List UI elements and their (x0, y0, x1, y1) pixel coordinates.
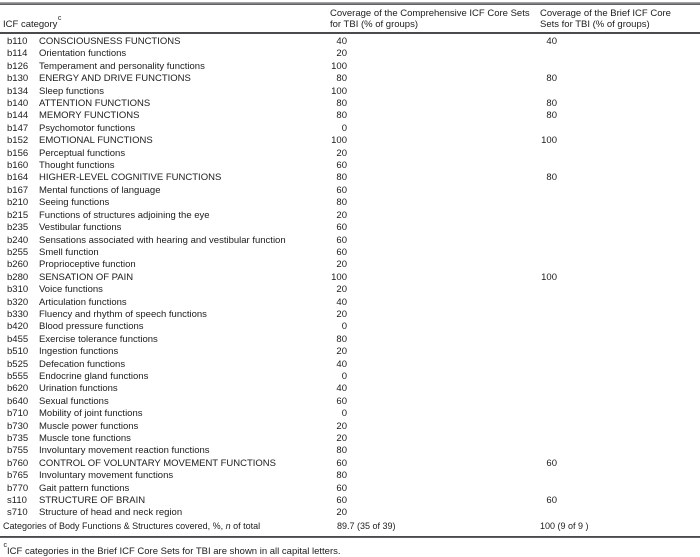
icf-category-label: Psychomotor functions (39, 122, 136, 134)
comprehensive-coverage-cell (330, 110, 540, 122)
comprehensive-value: 20 (336, 346, 347, 358)
icf-category-label: Sleep functions (39, 85, 104, 97)
comprehensive-value: 80 (336, 98, 347, 110)
footnote-marker: c (3, 541, 7, 549)
comprehensive-value: 80 (336, 172, 347, 184)
comprehensive-value: 40 (336, 296, 347, 308)
icf-code: b260 (7, 259, 29, 271)
comprehensive-coverage-cell (330, 396, 540, 408)
icf-code: b130 (7, 73, 29, 85)
icf-code: b735 (7, 433, 29, 444)
brief-coverage-cell (540, 495, 700, 507)
icf-category-label: Orientation functions (39, 48, 127, 60)
icf-code: b755 (7, 445, 29, 457)
icf-code: b167 (7, 184, 29, 196)
brief-coverage-cell (540, 98, 700, 110)
brief-value: 100 (541, 135, 557, 147)
comprehensive-coverage-cell (330, 445, 540, 457)
brief-value: 100 (541, 271, 557, 283)
brief-coverage-cell (540, 470, 700, 482)
icf-category-label: Muscle power functions (39, 420, 139, 432)
brief-coverage-cell (540, 48, 700, 60)
icf-code: s110 (7, 495, 27, 507)
brief-coverage-cell (540, 197, 700, 209)
table-row (0, 321, 700, 333)
comprehensive-coverage-cell (330, 135, 540, 147)
brief-coverage-cell (540, 321, 700, 333)
brief-coverage-cell (540, 383, 700, 395)
table-row (0, 396, 700, 408)
brief-coverage-cell (540, 396, 700, 408)
icf-code: b525 (7, 358, 29, 370)
comprehensive-coverage-cell (330, 36, 540, 48)
comprehensive-value: 20 (336, 48, 347, 60)
column-header-comprehensive-coverage: Coverage of the Comprehensive ICF Core Sets for TBI (% of groups) (330, 8, 530, 30)
icf-category-label: Voice functions (39, 284, 103, 296)
brief-value: 80 (546, 98, 557, 110)
icf-code: b215 (7, 209, 29, 221)
comprehensive-coverage-cell (330, 123, 540, 135)
icf-code: b640 (7, 395, 29, 407)
table-row (0, 197, 700, 209)
icf-code: b156 (7, 147, 29, 159)
icf-code: b730 (7, 420, 29, 432)
brief-coverage-cell (540, 483, 700, 495)
table-row (0, 259, 700, 271)
icf-code: b420 (7, 321, 29, 333)
table-row (0, 235, 700, 247)
comprehensive-coverage-cell (330, 73, 540, 85)
table-row (0, 470, 700, 482)
icf-category-label: MEMORY FUNCTIONS (39, 110, 140, 122)
brief-value: 60 (546, 495, 557, 507)
comprehensive-coverage-cell (330, 507, 540, 519)
summary-brief-value: 100 (9 of 9 ) (540, 520, 589, 531)
brief-coverage-cell (540, 408, 700, 420)
comprehensive-value: 60 (336, 160, 347, 172)
brief-coverage-cell (540, 371, 700, 383)
brief-coverage-cell (540, 272, 700, 284)
icf-code: b210 (7, 197, 29, 209)
comprehensive-coverage-cell (330, 86, 540, 98)
brief-coverage-cell (540, 36, 700, 48)
brief-coverage-cell (540, 172, 700, 184)
column-header-icf-category (0, 16, 330, 30)
icf-category-label: Muscle tone functions (39, 433, 131, 444)
brief-coverage-cell (540, 359, 700, 371)
comprehensive-value: 20 (336, 308, 347, 320)
icf-category-label: Vestibular functions (39, 222, 122, 234)
brief-coverage-cell (540, 123, 700, 135)
table-footnote (0, 538, 700, 557)
table-row (0, 383, 700, 395)
icf-category-label: Mental functions of language (39, 184, 161, 196)
brief-coverage-cell (540, 433, 700, 445)
comprehensive-coverage-cell (330, 359, 540, 371)
icf-category-label: Involuntary movement functions (39, 470, 174, 482)
column-header-icf-category-label: ICF category (3, 19, 58, 30)
comprehensive-value: 100 (331, 271, 347, 283)
table-row (0, 346, 700, 358)
icf-code: b147 (7, 122, 29, 134)
table-row (0, 272, 700, 284)
brief-coverage-cell (540, 421, 700, 433)
table-row (0, 36, 700, 48)
comprehensive-coverage-cell (330, 309, 540, 321)
icf-category-label: Proprioceptive function (39, 259, 136, 271)
table-row (0, 309, 700, 321)
icf-category-label: Defecation functions (39, 358, 126, 370)
icf-category-label: Temperament and personality functions (39, 60, 205, 72)
comprehensive-coverage-cell (330, 185, 540, 197)
table-row (0, 458, 700, 470)
icf-code: b160 (7, 160, 29, 172)
icf-code: b255 (7, 246, 29, 258)
comprehensive-coverage-cell (330, 297, 540, 309)
table-row (0, 371, 700, 383)
comprehensive-coverage-cell (330, 371, 540, 383)
summary-comprehensive-value: 89.7 (35 of 39) (337, 520, 396, 531)
table-row (0, 98, 700, 110)
brief-coverage-cell (540, 346, 700, 358)
icf-category-label: Exercise tolerance functions (39, 333, 158, 345)
icf-code: b152 (7, 135, 29, 147)
icf-code: b114 (7, 48, 28, 60)
table-row (0, 48, 700, 60)
table-row (0, 110, 700, 122)
comprehensive-coverage-cell (330, 272, 540, 284)
icf-category-label: EMOTIONAL FUNCTIONS (39, 135, 153, 147)
comprehensive-value: 100 (331, 85, 347, 97)
table-row (0, 222, 700, 234)
comprehensive-coverage-cell (330, 222, 540, 234)
comprehensive-coverage-cell (330, 421, 540, 433)
icf-code: b280 (7, 271, 29, 283)
table-row (0, 284, 700, 296)
brief-coverage-cell (540, 86, 700, 98)
brief-coverage-cell (540, 73, 700, 85)
comprehensive-value: 60 (336, 457, 347, 469)
table-row (0, 86, 700, 98)
icf-code: b330 (7, 308, 29, 320)
icf-category-label: CONSCIOUSNESS FUNCTIONS (39, 36, 181, 47)
icf-code: b510 (7, 346, 29, 358)
column-header-brief-coverage: Coverage of the Brief ICF Core Sets for TBI (% of groups) (540, 8, 671, 30)
icf-code: b765 (7, 470, 29, 482)
comprehensive-value: 60 (336, 482, 347, 494)
comprehensive-value: 80 (336, 197, 347, 209)
icf-code: b760 (7, 457, 29, 469)
icf-category-label: SENSATION OF PAIN (39, 271, 134, 283)
comprehensive-value: 20 (336, 259, 347, 271)
icf-category-label: Perceptual functions (39, 147, 126, 159)
icf-category-label: Articulation functions (39, 296, 127, 308)
comprehensive-coverage-cell (330, 408, 540, 420)
comprehensive-value: 60 (336, 184, 347, 196)
comprehensive-value: 60 (336, 222, 347, 234)
brief-value: 80 (546, 73, 557, 85)
brief-coverage-cell (540, 222, 700, 234)
icf-category-label: Mobility of joint functions (39, 408, 143, 420)
footnote-text: ICF categories in the Brief ICF Core Sets for TBI are shown in all capital letters. (7, 546, 341, 557)
column-header-footnote-marker: c (57, 14, 62, 22)
table-row (0, 185, 700, 197)
comprehensive-value: 100 (331, 135, 347, 147)
brief-coverage-cell (540, 148, 700, 160)
icf-code: b144 (7, 110, 29, 122)
comprehensive-coverage-cell (330, 284, 540, 296)
comprehensive-value: 0 (341, 122, 347, 134)
comprehensive-value: 60 (336, 234, 347, 246)
icf-code: b110 (7, 36, 28, 47)
comprehensive-coverage-cell (330, 334, 540, 346)
comprehensive-coverage-cell (330, 210, 540, 222)
summary-label: Categories of Body Functions & Structures covered, %, n of total (3, 520, 261, 531)
comprehensive-coverage-cell (330, 148, 540, 160)
icf-code: b140 (7, 98, 29, 110)
brief-value: 80 (546, 172, 557, 184)
brief-coverage-cell (540, 210, 700, 222)
comprehensive-value: 0 (341, 408, 347, 420)
icf-code: b455 (7, 333, 29, 345)
icf-category-label: Urination functions (39, 383, 118, 395)
comprehensive-value: 40 (336, 383, 347, 395)
comprehensive-value: 20 (336, 147, 347, 159)
comprehensive-coverage-cell (330, 172, 540, 184)
comprehensive-value: 80 (336, 445, 347, 457)
icf-category-label: ENERGY AND DRIVE FUNCTIONS (39, 73, 191, 85)
icf-category-label: HIGHER-LEVEL COGNITIVE FUNCTIONS (39, 172, 222, 184)
comprehensive-value: 80 (336, 333, 347, 345)
brief-coverage-cell (540, 235, 700, 247)
icf-category-label: Sexual functions (39, 395, 109, 407)
comprehensive-value: 80 (336, 110, 347, 122)
brief-coverage-cell (540, 309, 700, 321)
icf-category-label: STRUCTURE OF BRAIN (39, 495, 146, 507)
brief-coverage-cell (540, 247, 700, 259)
table-row (0, 73, 700, 85)
table-row (0, 483, 700, 495)
comprehensive-value: 0 (341, 370, 347, 382)
icf-category-label: Seeing functions (39, 197, 110, 209)
comprehensive-value: 40 (336, 36, 347, 47)
brief-coverage-cell (540, 284, 700, 296)
table-row (0, 408, 700, 420)
table-row (0, 172, 700, 184)
comprehensive-value: 20 (336, 209, 347, 221)
table-row (0, 123, 700, 135)
comprehensive-coverage-cell (330, 247, 540, 259)
brief-value: 40 (546, 36, 557, 47)
icf-code: b710 (7, 408, 29, 420)
brief-value: 80 (546, 110, 557, 122)
table-row (0, 421, 700, 433)
brief-coverage-cell (540, 259, 700, 271)
icf-code: b555 (7, 370, 29, 382)
table-row (0, 148, 700, 160)
comprehensive-coverage-cell (330, 458, 540, 470)
icf-code: b235 (7, 222, 29, 234)
icf-category-label: Endocrine gland functions (39, 370, 149, 382)
icf-category-label: Functions of structures adjoining the eye (39, 209, 210, 221)
comprehensive-value: 80 (336, 73, 347, 85)
icf-code: b620 (7, 383, 29, 395)
icf-category-label: Thought functions (39, 160, 115, 172)
comprehensive-value: 20 (336, 507, 347, 519)
comprehensive-coverage-cell (330, 235, 540, 247)
icf-code: b770 (7, 482, 29, 494)
comprehensive-coverage-cell (330, 321, 540, 333)
icf-code: b134 (7, 85, 29, 97)
icf-category-label: CONTROL OF VOLUNTARY MOVEMENT FUNCTIONS (39, 457, 276, 469)
table-row (0, 445, 700, 457)
table-row (0, 359, 700, 371)
icf-code: b164 (7, 172, 29, 184)
brief-coverage-cell (540, 297, 700, 309)
comprehensive-value: 60 (336, 246, 347, 258)
comprehensive-coverage-cell (330, 197, 540, 209)
icf-code: b310 (7, 284, 29, 296)
icf-code: b240 (7, 234, 29, 246)
comprehensive-coverage-cell (330, 433, 540, 445)
brief-coverage-cell (540, 110, 700, 122)
brief-coverage-cell (540, 135, 700, 147)
brief-coverage-cell (540, 445, 700, 457)
comprehensive-value: 20 (336, 420, 347, 432)
table-row (0, 61, 700, 73)
table-row (0, 160, 700, 172)
comprehensive-coverage-cell (330, 160, 540, 172)
summary-label-italic-n: n (225, 520, 231, 531)
icf-category-label: Sensations associated with hearing and vestibular function (39, 234, 286, 246)
table-row (0, 247, 700, 259)
icf-category-label: Ingestion functions (39, 346, 119, 358)
brief-value: 60 (546, 457, 557, 469)
icf-code: b320 (7, 296, 29, 308)
brief-coverage-cell (540, 458, 700, 470)
comprehensive-coverage-cell (330, 259, 540, 271)
comprehensive-value: 60 (336, 395, 347, 407)
comprehensive-coverage-cell (330, 495, 540, 507)
icf-code: s710 (7, 507, 28, 519)
table-row (0, 297, 700, 309)
comprehensive-coverage-cell (330, 61, 540, 73)
icf-coverage-table (0, 2, 700, 557)
table-row (0, 507, 700, 519)
table-row (0, 334, 700, 346)
brief-coverage-cell (540, 61, 700, 73)
icf-category-label: Gait pattern functions (39, 482, 130, 494)
table-row (0, 135, 700, 147)
table-body (0, 34, 700, 520)
comprehensive-coverage-cell (330, 98, 540, 110)
table-header-row (0, 5, 700, 32)
comprehensive-value: 20 (336, 284, 347, 296)
comprehensive-coverage-cell (330, 48, 540, 60)
comprehensive-coverage-cell (330, 483, 540, 495)
table-summary-row (0, 520, 700, 534)
icf-category-label: Involuntary movement reaction functions (39, 445, 210, 457)
icf-category-label: Fluency and rhythm of speech functions (39, 308, 207, 320)
icf-category-label: Structure of head and neck region (39, 507, 183, 519)
comprehensive-coverage-cell (330, 346, 540, 358)
table-row (0, 495, 700, 507)
comprehensive-value: 60 (336, 495, 347, 507)
icf-category-label: Blood pressure functions (39, 321, 144, 333)
icf-category-label: Smell function (39, 246, 99, 258)
comprehensive-value: 20 (336, 433, 347, 444)
icf-code: b126 (7, 60, 29, 72)
icf-category-label: ATTENTION FUNCTIONS (39, 98, 151, 110)
comprehensive-value: 40 (336, 358, 347, 370)
brief-coverage-cell (540, 160, 700, 172)
comprehensive-coverage-cell (330, 470, 540, 482)
brief-coverage-cell (540, 507, 700, 519)
table-row (0, 210, 700, 222)
table-row (0, 433, 700, 445)
comprehensive-value: 100 (331, 60, 347, 72)
brief-coverage-cell (540, 334, 700, 346)
comprehensive-value: 80 (336, 470, 347, 482)
comprehensive-coverage-cell (330, 383, 540, 395)
brief-coverage-cell (540, 185, 700, 197)
comprehensive-value: 0 (341, 321, 347, 333)
